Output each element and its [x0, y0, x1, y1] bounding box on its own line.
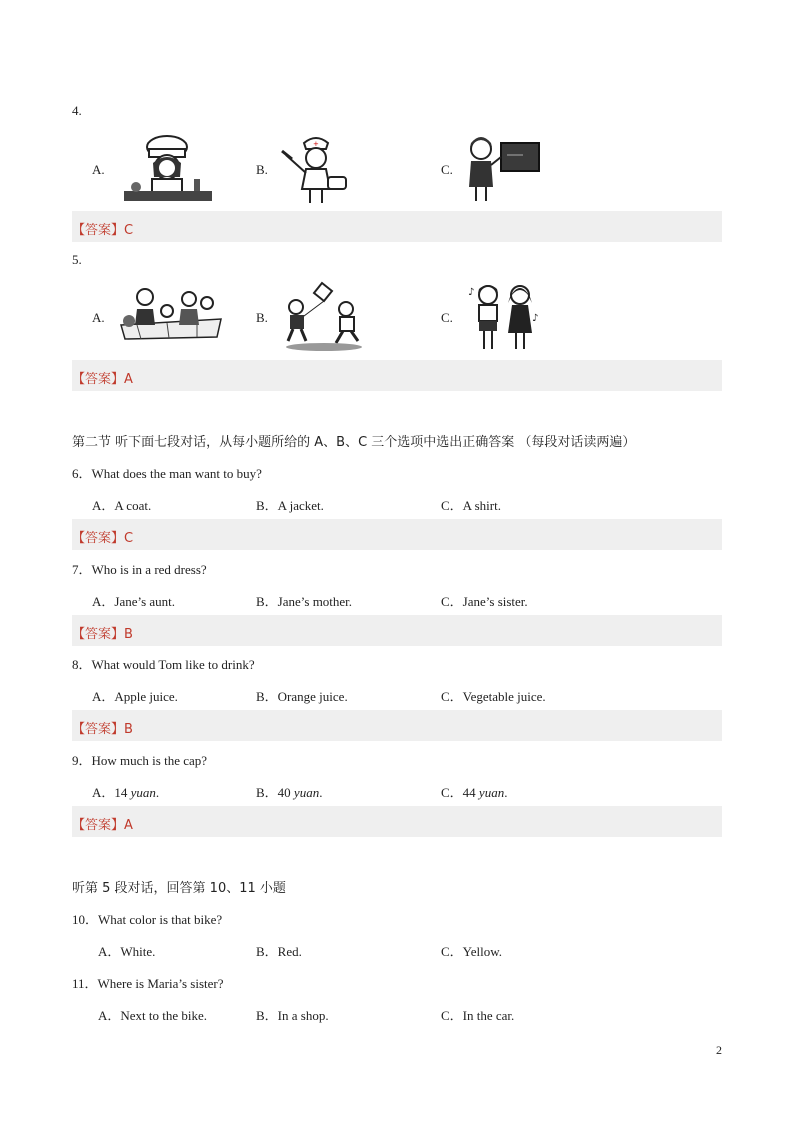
q6-option-b[interactable]	[256, 495, 324, 514]
option-text: In a shop.	[277, 1008, 329, 1023]
question-10-text: 10．What color is that bike?	[72, 912, 223, 927]
option-number: 14	[114, 785, 128, 800]
q6-option-c[interactable]	[441, 495, 501, 514]
q8-options	[0, 686, 794, 706]
q7-answer: 【答案】B	[72, 627, 133, 642]
q5-answer: 【答案】A	[72, 372, 133, 387]
option-label: C．	[441, 944, 463, 959]
option-label: A．	[98, 944, 121, 959]
option-label: C．	[441, 498, 463, 513]
option-label: C．	[441, 594, 463, 609]
q9-answer-box	[72, 806, 722, 837]
option-label: B．	[256, 785, 278, 800]
option-text: In the car.	[462, 1008, 515, 1023]
question-6-text: 6．What does the man want to buy?	[72, 466, 262, 481]
q5-option-c-label[interactable]: C.	[441, 310, 453, 325]
option-label: C．	[441, 689, 463, 704]
q7-answer-box	[72, 615, 722, 646]
nurse-with-syringe-picture[interactable]	[280, 131, 352, 207]
family-picnic-picture[interactable]	[117, 285, 225, 341]
option-text: A shirt.	[462, 498, 501, 513]
q4-option-a-label[interactable]: A.	[92, 162, 105, 177]
boys-flying-kite-picture[interactable]	[284, 281, 364, 353]
question-7-text: 7．Who is in a red dress?	[72, 562, 207, 577]
option-unit: yuan	[293, 785, 320, 800]
option-unit: yuan	[130, 785, 156, 800]
q6-option-a[interactable]	[92, 495, 151, 514]
page-number: 2	[716, 1043, 722, 1057]
option-label: A．	[92, 498, 115, 513]
option-text: Red.	[277, 944, 302, 959]
q8-answer-box	[72, 710, 722, 741]
teacher-at-blackboard-picture[interactable]	[463, 133, 543, 205]
option-text: A coat.	[114, 498, 152, 513]
option-unit: yuan	[478, 785, 505, 800]
q6-options	[0, 495, 794, 515]
option-text: Next to the bike.	[120, 1008, 208, 1023]
q4-option-c-label[interactable]: C.	[441, 162, 453, 177]
svg-text:♪: ♪	[468, 287, 475, 298]
option-label: B．	[256, 498, 278, 513]
question-9-text: 9．How much is the cap?	[72, 753, 208, 768]
question-4-number: 4.	[72, 103, 82, 118]
q5-option-a-label[interactable]: A.	[92, 310, 105, 325]
question-8-text: 8．What would Tom like to drink?	[72, 657, 255, 672]
option-end: .	[504, 785, 508, 800]
option-label: C．	[441, 1008, 463, 1023]
option-text: White.	[120, 944, 156, 959]
q9-option-c[interactable]	[441, 782, 507, 801]
section-2-heading: 第二节 听下面七段对话，从每小题所给的 A、B、C 三个选项中选出正确答案 （每段对话读两遍）	[72, 435, 636, 450]
dialog-5-heading: 听第 5 段对话，回答第 10、11 小题	[72, 881, 286, 896]
option-number: 40	[277, 785, 291, 800]
q8-answer: 【答案】B	[72, 722, 133, 737]
q11-options	[0, 1005, 794, 1025]
option-end: .	[155, 785, 160, 800]
option-label: A．	[92, 594, 115, 609]
q4-answer-box	[72, 211, 722, 242]
q9-answer: 【答案】A	[72, 818, 133, 833]
q7-option-c[interactable]	[441, 591, 528, 610]
option-text: Jane’s sister.	[462, 594, 528, 609]
svg-text:+: +	[313, 140, 319, 148]
q9-options	[0, 782, 794, 802]
option-label: B．	[256, 689, 278, 704]
option-label: C．	[441, 785, 463, 800]
q8-option-b[interactable]	[256, 686, 348, 705]
option-text: Apple juice.	[114, 689, 178, 704]
q10-options	[0, 941, 794, 961]
option-label: B．	[256, 594, 278, 609]
q9-option-b[interactable]	[256, 782, 322, 801]
option-text: Orange juice.	[277, 689, 348, 704]
q10-option-b[interactable]	[256, 941, 302, 960]
option-text: Jane’s mother.	[277, 594, 353, 609]
q8-option-c[interactable]	[441, 686, 546, 705]
q9-option-a[interactable]	[92, 782, 159, 801]
option-text: Jane’s aunt.	[114, 594, 176, 609]
q11-option-b[interactable]	[256, 1005, 329, 1024]
q10-option-c[interactable]	[441, 941, 502, 960]
option-label: B．	[256, 944, 278, 959]
option-end: .	[319, 785, 323, 800]
q4-answer: 【答案】C	[72, 223, 134, 238]
chef-girl-cooking-picture[interactable]	[122, 133, 214, 205]
children-singing-picture[interactable]	[466, 281, 546, 353]
option-text: Yellow.	[462, 944, 503, 959]
option-number: 44	[462, 785, 476, 800]
option-text: A jacket.	[277, 498, 324, 513]
q8-option-a[interactable]	[92, 686, 178, 705]
q4-option-b-label[interactable]: B.	[256, 162, 268, 177]
question-5-number: 5.	[72, 252, 82, 267]
q6-answer: 【答案】C	[72, 531, 134, 546]
q7-options	[0, 591, 794, 611]
option-text: Vegetable juice.	[462, 689, 546, 704]
question-11-text: 11．Where is Maria’s sister?	[72, 976, 224, 991]
option-label: B．	[256, 1008, 278, 1023]
q6-answer-box	[72, 519, 722, 550]
q5-answer-box	[72, 360, 722, 391]
option-label: A．	[92, 689, 115, 704]
svg-text:♪: ♪	[532, 313, 539, 324]
option-label: A．	[98, 1008, 121, 1023]
option-label: A．	[92, 785, 115, 800]
q11-option-a[interactable]	[98, 1005, 207, 1024]
q5-option-b-label[interactable]: B.	[256, 310, 268, 325]
q11-option-c[interactable]	[441, 1005, 514, 1024]
q7-option-a[interactable]	[92, 591, 175, 610]
q10-option-a[interactable]	[98, 941, 155, 960]
q7-option-b[interactable]	[256, 591, 352, 610]
